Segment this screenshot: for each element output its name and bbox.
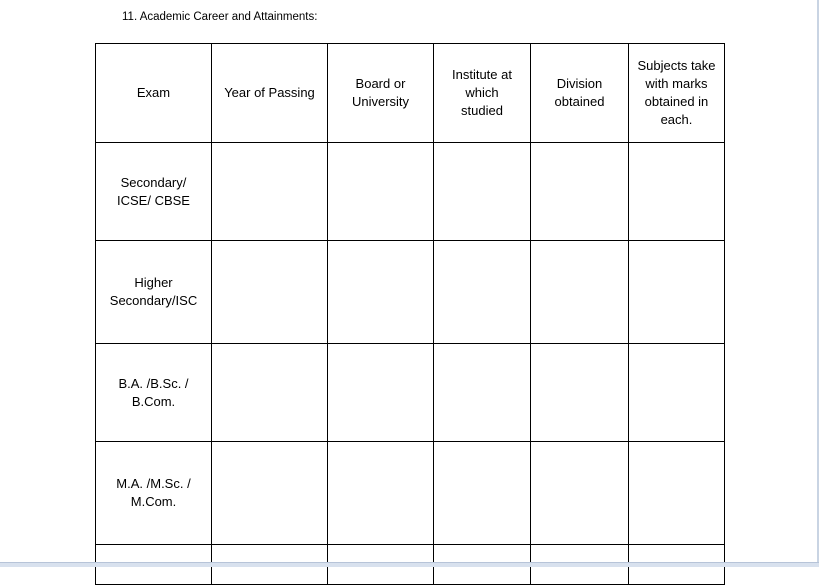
column-header-institute xyxy=(434,44,531,143)
header-text: Division obtained xyxy=(554,76,605,109)
institute-cell[interactable] xyxy=(434,143,531,241)
institute-cell[interactable] xyxy=(434,442,531,545)
subjects-cell[interactable] xyxy=(629,442,725,545)
header-text: Exam xyxy=(136,85,171,100)
header-text: Subjects take with marks obtained in each. xyxy=(637,58,716,127)
division-cell[interactable] xyxy=(531,241,629,344)
exam-cell xyxy=(96,241,212,344)
exam-label: B.A. /B.Sc. / B.Com. xyxy=(118,375,189,409)
exam-label: M.A. /M.Sc. / M.Com. xyxy=(116,476,191,509)
column-header-exam xyxy=(96,44,212,143)
subjects-cell[interactable] xyxy=(629,344,725,442)
institute-cell[interactable] xyxy=(434,241,531,344)
column-header-division xyxy=(531,44,629,143)
division-cell[interactable] xyxy=(531,344,629,442)
header-text: Institute at which studied xyxy=(452,67,512,118)
section-heading: 11. Academic Career and Attainments: xyxy=(122,11,318,23)
table-header-row xyxy=(96,44,725,143)
table-row xyxy=(96,442,725,545)
board-cell[interactable] xyxy=(328,344,434,442)
column-header-board-or-university xyxy=(328,44,434,143)
year-of-passing-cell[interactable] xyxy=(212,442,328,545)
subjects-cell[interactable] xyxy=(629,143,725,241)
header-text: Year of Passing xyxy=(224,85,315,100)
table-row xyxy=(96,241,725,344)
exam-label: Secondary/ ICSE/ CBSE xyxy=(117,174,190,208)
window-bottom-border xyxy=(0,562,819,567)
division-cell[interactable] xyxy=(531,442,629,545)
year-of-passing-cell[interactable] xyxy=(212,143,328,241)
column-header-year-of-passing xyxy=(212,44,328,143)
table-row xyxy=(96,143,725,241)
year-of-passing-cell[interactable] xyxy=(212,344,328,442)
exam-cell xyxy=(96,344,212,442)
column-header-subjects xyxy=(629,44,725,143)
board-cell[interactable] xyxy=(328,442,434,545)
academic-career-table xyxy=(95,43,725,585)
year-of-passing-cell[interactable] xyxy=(212,241,328,344)
header-text: Board or University xyxy=(351,76,410,109)
division-cell[interactable] xyxy=(531,143,629,241)
table-row xyxy=(96,344,725,442)
board-cell[interactable] xyxy=(328,143,434,241)
institute-cell[interactable] xyxy=(434,344,531,442)
exam-cell xyxy=(96,442,212,545)
board-cell[interactable] xyxy=(328,241,434,344)
exam-label: Higher Secondary/ISC xyxy=(109,275,198,308)
exam-cell xyxy=(96,143,212,241)
subjects-cell[interactable] xyxy=(629,241,725,344)
